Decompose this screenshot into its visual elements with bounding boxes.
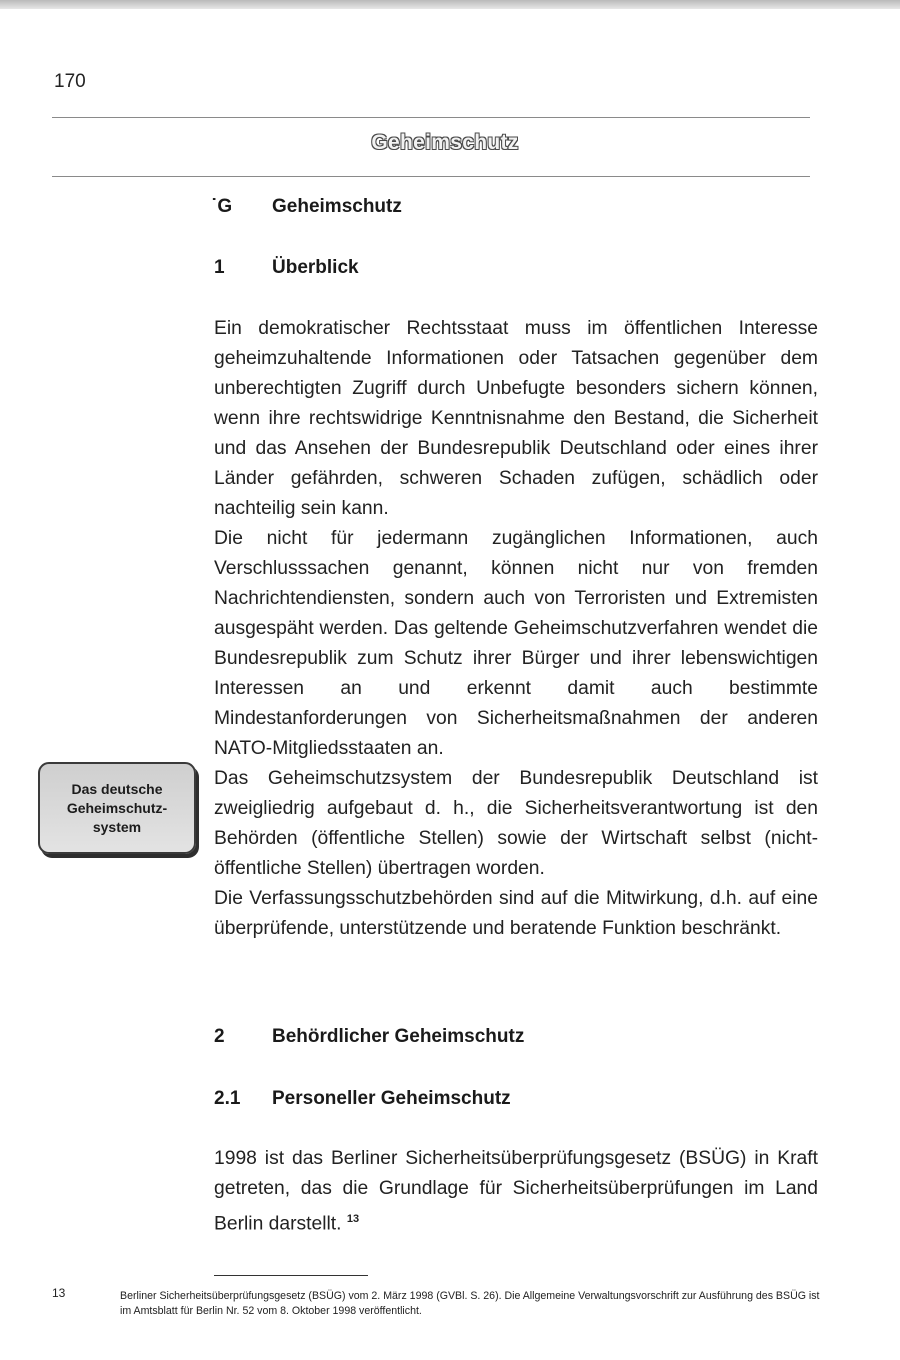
paragraph: Ein demokratischer Rechtsstaat muss im öffentlichen Interesse geheimzuhaltende Informationen oder Tatsachen gegenüber dem unberechtigten Zugriff durch Unbefugte besonders sichern können, wenn ihre rechtswidrige Kenntnisnahme den Bestand, die Sicherheit und das Ansehen der Bundesrepublik Deutschland oder eines ihrer Länder gefährden, schweren Schaden zufügen, schädlich oder nachteilig sein kann. [214, 318, 818, 519]
section-title: Geheimschutz [272, 196, 402, 217]
section-label: ˙ G [214, 196, 272, 218]
footnote-separator [214, 1275, 368, 1276]
paragraph-text: 1998 ist das Berliner Sicherheitsüberprüfungsgesetz (BSÜG) in Kraft getreten, das die Grundlage für Sicherheitsüberprüfungen im Land Berlin darstellt. [214, 1148, 818, 1235]
paragraph: Das Geheimschutzsystem der Bundesrepublik Deutschland ist zweigliedrig aufgebaut d. h., die Sicherheitsverantwortung ist den Behörden (öffentliche Stellen) sowie der Wirtschaft selbst (nicht-öffentliche Stellen) übertragen worden. [214, 768, 818, 879]
personnel-text [214, 1144, 818, 1239]
margin-note-text: Das deutsche Geheimschutz- system [66, 780, 168, 835]
footnote-text: Berliner Sicherheitsüberprüfungsgesetz (BSÜG) vom 2. März 1998 (GVBl. S. 26). Die Allgemeine Verwaltungsvorschrift zur Ausführung des BSÜG ist im Amtsblatt für Berlin Nr. 52 vom 8. Oktober 1998 veröffentlicht. [120, 1290, 820, 1317]
section-title: Behördlicher Geheimschutz [272, 1026, 525, 1047]
page-number: 170 [54, 71, 86, 92]
section-number: 2 [214, 1026, 225, 1047]
paragraph [214, 1144, 818, 1239]
section-heading-2 [214, 1026, 524, 1048]
header-rule-top [52, 117, 810, 118]
section-heading-g [214, 196, 402, 218]
section-number: 2.1 [214, 1088, 241, 1109]
section-title: Personeller Geheimschutz [272, 1088, 511, 1109]
paragraph: Die Verfassungsschutzbehörden sind auf die Mitwirkung, d.h. auf eine überprüfende, unterstützende und beratende Funktion beschränkt. [214, 888, 818, 939]
section-heading-2-1 [214, 1088, 511, 1110]
margin-note-box [38, 762, 196, 854]
section-title: Überblick [272, 257, 359, 278]
running-title: Geheimschutz [371, 131, 519, 154]
section-number: 1 [214, 257, 225, 278]
footnote-reference: 13 [346, 1213, 360, 1225]
page-top-edge [0, 0, 900, 9]
overview-text [214, 314, 818, 944]
section-heading-1 [214, 257, 359, 279]
header-rule-bottom [52, 176, 810, 177]
paragraph: Die nicht für jedermann zugänglichen Informationen, auch Verschlusssachen genannt, können nicht nur von fremden Nachrichtendiensten, sondern auch von Terroristen und Extremisten ausgespäht werden. Das geltende Geheimschutzverfahren wendet die Bundesrepublik zum Schutz ihrer Bürger und ihrer lebenswichtigen Interessen an und erkennt damit auch bestimmte Mindestanforderungen von Sicherheitsmaßnahmen der anderen NATO-Mitgliedsstaaten an. [214, 528, 818, 759]
footnote-number: 13 [52, 1286, 66, 1300]
